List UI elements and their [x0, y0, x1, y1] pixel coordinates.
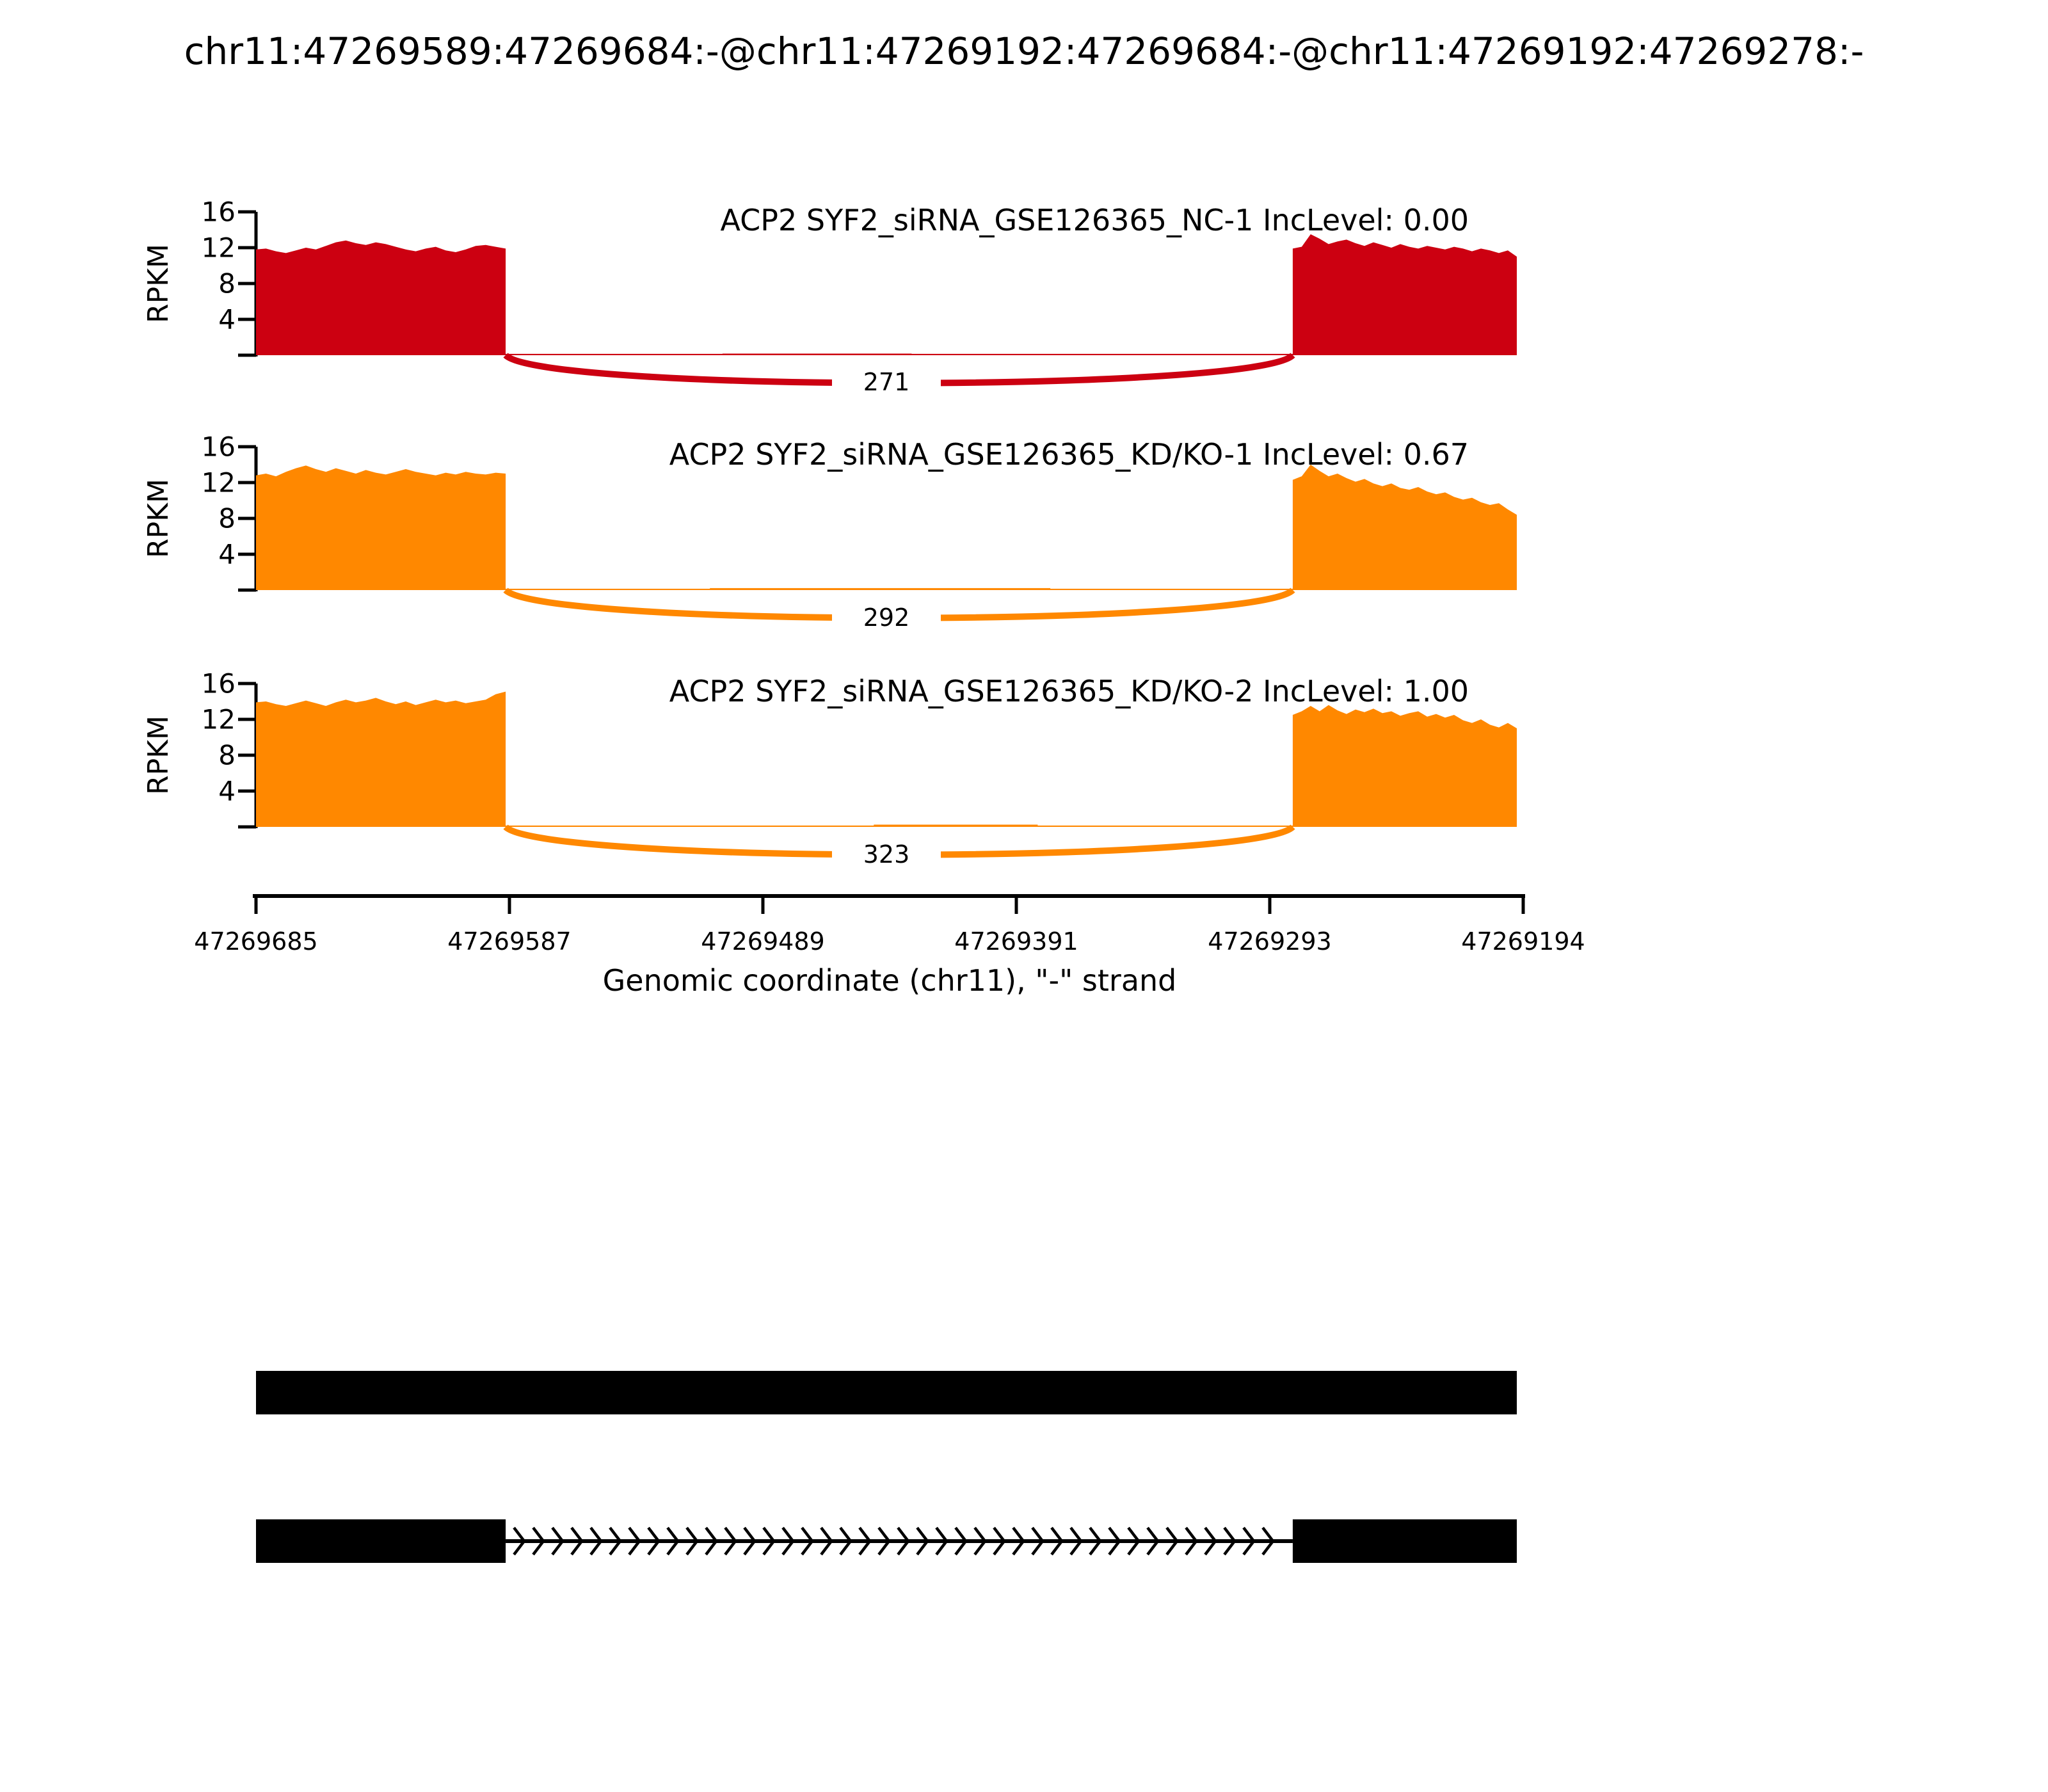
x-tick-label: 47269587 [447, 927, 572, 956]
coverage-area [1293, 465, 1517, 590]
y-axis-title: RPKM [142, 244, 175, 323]
track-kdko-2 [142, 668, 1517, 875]
coverage-area [256, 465, 506, 590]
y-axis-title: RPKM [142, 479, 175, 558]
coverage-area [1293, 705, 1517, 827]
y-axis-title: RPKM [142, 716, 175, 795]
y-tick-label: 4 [218, 303, 236, 335]
track-kdko-1 [142, 431, 1517, 638]
y-tick-label: 8 [218, 502, 236, 534]
track-label: ACP2 SYF2_siRNA_GSE126365_KD/KO-1 IncLevel: 0.67 [669, 437, 1469, 472]
junction-count: 292 [863, 604, 910, 632]
y-tick-label: 16 [201, 668, 236, 700]
track-label: ACP2 SYF2_siRNA_GSE126365_KD/KO-2 IncLevel: 1.00 [669, 674, 1469, 708]
x-tick-label: 47269293 [1208, 927, 1332, 956]
y-tick-label: 16 [201, 196, 236, 228]
track-label: ACP2 SYF2_siRNA_GSE126365_NC-1 IncLevel: 0.00 [720, 203, 1469, 237]
junction-count: 323 [863, 840, 910, 868]
x-axis-graphics [253, 896, 1525, 914]
intron-coverage-bump [710, 588, 1050, 590]
y-tick-label: 8 [218, 739, 236, 771]
y-tick-label: 4 [218, 775, 236, 807]
x-tick-label: 47269194 [1461, 927, 1585, 956]
gene-model-exon [256, 1519, 506, 1563]
coverage-area [256, 692, 506, 827]
x-axis [194, 896, 1585, 998]
y-tick-label: 12 [201, 232, 236, 264]
x-tick-label: 47269685 [194, 927, 318, 956]
y-tick-label: 16 [201, 431, 236, 463]
gene-model-exon [256, 1371, 1517, 1414]
gene-model-exon [1293, 1519, 1517, 1563]
x-axis-title: Genomic coordinate (chr11), "-" strand [602, 963, 1177, 998]
gene-structure-graphics [256, 1371, 1517, 1563]
gene-structure [256, 1371, 1517, 1563]
x-tick-label: 47269391 [954, 927, 1078, 956]
plot-title: chr11:47269589:47269684:-@chr11:47269192:47269684:-@chr11:47269192:47269278:- [184, 29, 1864, 73]
intron-coverage-bump [1037, 826, 1164, 827]
coverage-area [1293, 234, 1517, 355]
y-tick-label: 12 [201, 703, 236, 735]
x-tick-label: 47269489 [701, 927, 825, 956]
coverage-area [256, 241, 506, 355]
y-tick-label: 4 [218, 538, 236, 570]
junction-count: 271 [863, 368, 910, 396]
y-tick-label: 12 [201, 467, 236, 499]
track-nc-1 [142, 196, 1517, 403]
intron-coverage-bump [723, 354, 912, 356]
y-tick-label: 8 [218, 268, 236, 300]
intron-coverage-bump [874, 825, 1037, 828]
